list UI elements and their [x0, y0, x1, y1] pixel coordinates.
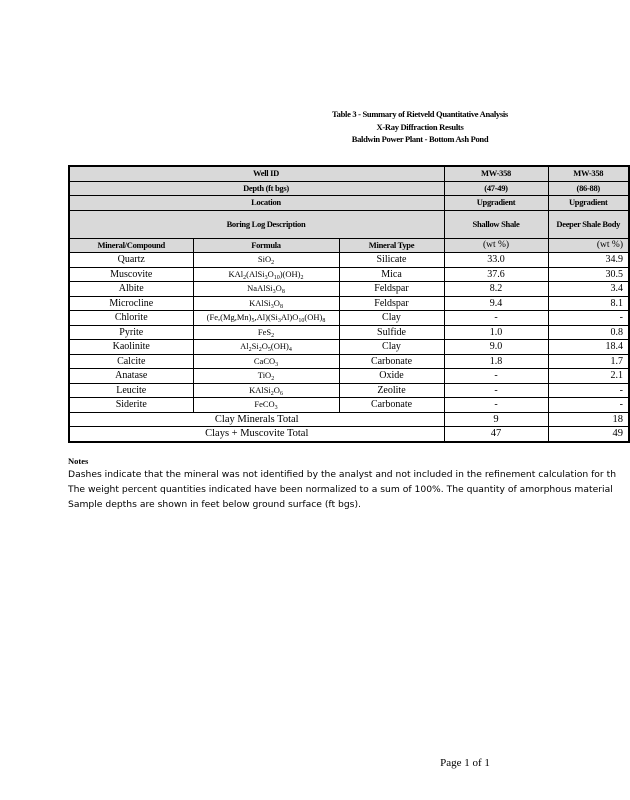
well-1-value: - [444, 383, 548, 398]
boring-label: Boring Log Description [193, 210, 339, 238]
mineral-name: Pyrite [69, 325, 193, 340]
page-number: Page 1 of 1 [440, 757, 490, 769]
well-1-value: 8.2 [444, 282, 548, 297]
mineral-type: Feldspar [339, 296, 444, 311]
well-1-depth: (47-49) [444, 181, 548, 196]
mineral-name: Muscovite [69, 267, 193, 282]
mineral-name: Anatase [69, 369, 193, 384]
well-1-id: MW-358 [444, 166, 548, 181]
mineral-type: Zeolite [339, 383, 444, 398]
mineral-name: Siderite [69, 398, 193, 413]
well-2-value: 3.4 [548, 282, 629, 297]
mineral-formula: FeS$_2$ [193, 325, 339, 340]
col-type-header: Mineral Type [339, 238, 444, 253]
well-2-value: - [548, 311, 629, 326]
mineral-formula: $KAlSi_2O_6$ [193, 383, 339, 398]
well-1-value: - [444, 369, 548, 384]
header-row-boring [69, 210, 629, 238]
table-row [69, 340, 629, 355]
mineral-type: Feldspar [339, 282, 444, 297]
well-2-value: 8.1 [548, 296, 629, 311]
total-row [69, 412, 629, 427]
mineral-name: Albite [69, 282, 193, 297]
well-2-boring: Deeper Shale Body [548, 210, 629, 238]
mineral-formula: $(Fe,(Mg,Mn)_5,Al)(Si_3Al)O_{10}(OH)_8$ [193, 311, 339, 326]
table-row [69, 383, 629, 398]
well-1-value: 9.0 [444, 340, 548, 355]
well-2-value: 34.9 [548, 253, 629, 268]
well-1-value: 9.4 [444, 296, 548, 311]
mineral-name: Leucite [69, 383, 193, 398]
note-line-3: Sample depths are shown in feet below ground surface (ft bgs). [68, 499, 361, 510]
table-row [69, 282, 629, 297]
well-1-value: 1.0 [444, 325, 548, 340]
table-title [290, 108, 550, 146]
well-1-location: Upgradient [444, 196, 548, 211]
notes-section [68, 456, 618, 512]
well-2-value: - [548, 383, 629, 398]
mineral-name: Calcite [69, 354, 193, 369]
well-2-depth: (86-88) [548, 181, 629, 196]
well-1-total: 9 [444, 412, 548, 427]
col-formula-header: Formula [193, 238, 339, 253]
well-2-id: MW-358 [548, 166, 629, 181]
mineral-type: Clay [339, 340, 444, 355]
table-row [69, 267, 629, 282]
total-row [69, 427, 629, 442]
table-row [69, 398, 629, 413]
mineral-formula: $KAl_2(AlSi_3O_{10})(OH)_2$ [193, 267, 339, 282]
well-1-value: 33.0 [444, 253, 548, 268]
mineral-formula: $KAlSi_3O_8$ [193, 296, 339, 311]
notes-heading: Notes [68, 456, 89, 466]
title-line-1: Table 3 - Summary of Rietveld Quantitative Analysis [332, 109, 508, 119]
table-row [69, 369, 629, 384]
well-1-boring: Shallow Shale [444, 210, 548, 238]
location-label: Location [193, 196, 339, 211]
mineral-type: Silicate [339, 253, 444, 268]
well-2-value: 0.8 [548, 325, 629, 340]
note-line-1: Dashes indicate that the mineral was not identified by the analyst and not included in the refinement calculation for th [68, 469, 617, 480]
header-row-depth [69, 181, 629, 196]
well-1-unit: (wt %) [444, 238, 548, 253]
well-2-total: 49 [548, 427, 629, 442]
mineral-type: Oxide [339, 369, 444, 384]
well-1-value: 37.6 [444, 267, 548, 282]
well-2-value: 1.7 [548, 354, 629, 369]
depth-label: Depth (ft bgs) [193, 181, 339, 196]
well-2-value: 18.4 [548, 340, 629, 355]
well-2-value: - [548, 398, 629, 413]
mineral-name: Chlorite [69, 311, 193, 326]
table-row [69, 325, 629, 340]
well-2-unit: (wt %) [548, 238, 629, 253]
mineral-type: Clay [339, 311, 444, 326]
header-row-location [69, 196, 629, 211]
mineral-type: Mica [339, 267, 444, 282]
well-2-value: 2.1 [548, 369, 629, 384]
well-id-label: Well ID [193, 166, 339, 181]
note-line-2: The weight percent quantities indicated have been normalized to a sum of 100%. The quantity of amorphous material [68, 484, 613, 495]
column-header-row [69, 238, 629, 253]
mineral-formula: TiO$_2$ [193, 369, 339, 384]
mineral-type: Carbonate [339, 354, 444, 369]
table-row [69, 253, 629, 268]
title-line-2: X-Ray Diffraction Results [376, 121, 464, 132]
well-2-total: 18 [548, 412, 629, 427]
mineral-name: Quartz [69, 253, 193, 268]
table-row [69, 311, 629, 326]
total-label: Clays + Muscovite Total [69, 427, 444, 442]
mineral-formula: SiO$_2$ [193, 253, 339, 268]
mineral-formula: $Al_2Si_2O_5(OH)_4$ [193, 340, 339, 355]
header-row-well-id [69, 166, 629, 181]
well-1-total: 47 [444, 427, 548, 442]
mineral-name: Microcline [69, 296, 193, 311]
well-1-value: 1.8 [444, 354, 548, 369]
mineral-formula: FeCO$_3$ [193, 398, 339, 413]
mineral-name: Kaolinite [69, 340, 193, 355]
col-mineral-header: Mineral/Compound [69, 238, 193, 253]
xrd-results-table-wrapper [68, 165, 623, 443]
mineral-type: Carbonate [339, 398, 444, 413]
well-1-value: - [444, 311, 548, 326]
well-2-location: Upgradient [548, 196, 629, 211]
xrd-results-table [68, 165, 630, 443]
table-row [69, 354, 629, 369]
mineral-formula: CaCO$_3$ [193, 354, 339, 369]
well-2-value: 30.5 [548, 267, 629, 282]
title-line-3: Baldwin Power Plant - Bottom Ash Pond [351, 134, 489, 144]
well-1-value: - [444, 398, 548, 413]
total-label: Clay Minerals Total [69, 412, 444, 427]
mineral-type: Sulfide [339, 325, 444, 340]
table-row [69, 296, 629, 311]
mineral-formula: $NaAlSi_3O_8$ [193, 282, 339, 297]
